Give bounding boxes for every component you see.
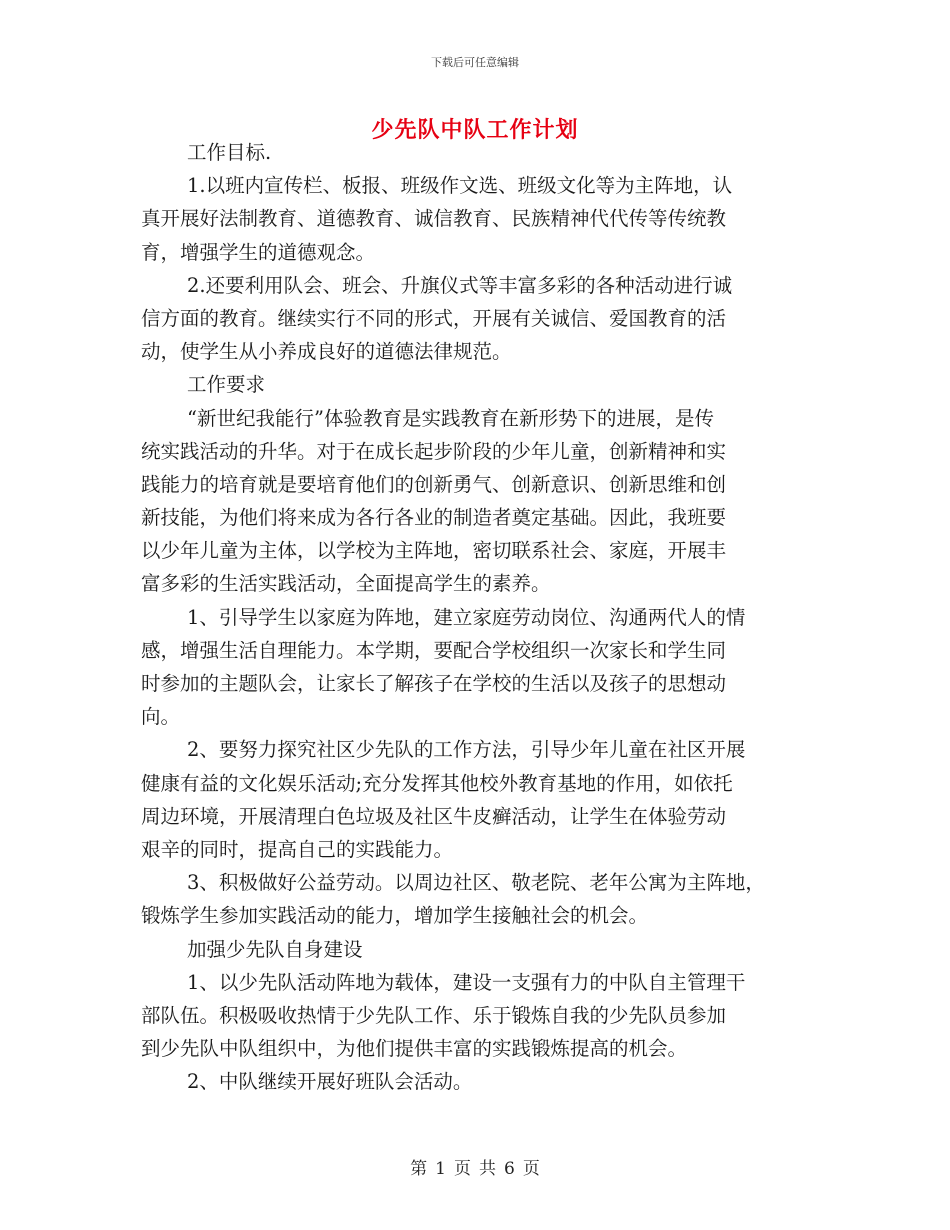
body-line: 3、积极做好公益劳动。以周边社区、敬老院、老年公寓为主阵地， (187, 871, 765, 895)
body-line: 信方面的教育。继续实行不同的形式，开展有关诚信、爱国教育的活 (141, 306, 727, 330)
document-body (141, 136, 813, 1098)
body-line: 育，增强学生的道德观念。 (141, 240, 376, 264)
footer-prefix: 第 (410, 1159, 428, 1179)
body-line: 向。 (141, 705, 181, 729)
body-line: 到少先队中队组织中，为他们提供丰富的实践锻炼提高的机会。 (141, 1037, 688, 1061)
body-line: 1、引导学生以家庭为阵地，建立家庭劳动岗位、沟通两代人的情 (187, 605, 746, 629)
body-line: 部队伍。积极吸收热情于少先队工作、乐于锻炼自我的少先队员参加 (141, 1003, 727, 1027)
body-line: 新技能，为他们将来成为各行各业的制造者奠定基础。因此，我班要 (141, 506, 727, 530)
footer-current-page: 1 (435, 1159, 446, 1179)
body-line: 工作目标. (187, 141, 272, 164)
page-footer (0, 1154, 950, 1179)
footer-page-word: 页 (454, 1159, 471, 1179)
document-title: 少先队中队工作计划 (371, 117, 579, 143)
footer-total-word: 共 (479, 1159, 496, 1179)
body-line: 统实践活动的升华。对于在成长起步阶段的少年儿童，创新精神和实 (141, 439, 727, 463)
body-line: 锻炼学生参加实践活动的能力，增加学生接触社会的机会。 (141, 904, 649, 928)
header-note: 下载后可任意编辑 (431, 56, 519, 69)
body-line: 2、中队继续开展好班队会活动。 (187, 1070, 473, 1094)
body-line: 1、以少先队活动阵地为载体，建设一支强有力的中队自主管理干 (187, 970, 746, 994)
body-line: 健康有益的文化娱乐活动;充分发挥其他校外教育基地的作用，如依托 (141, 771, 733, 795)
body-line: 动，使学生从小养成良好的道德法律规范。 (141, 340, 512, 364)
body-line: 时参加的主题队会，让家长了解孩子在学校的生活以及孩子的思想动 (141, 672, 727, 695)
body-line: 加强少先队自身建设 (187, 937, 363, 961)
body-line: 2、要努力探究社区少先队的工作方法，引导少年儿童在社区开展 (187, 738, 746, 762)
body-line: 真开展好法制教育、道德教育、诚信教育、民族精神代代传等传统教 (141, 207, 727, 231)
body-line: 富多彩的生活实践活动，全面提高学生的素养。 (141, 572, 551, 596)
footer-suffix: 页 (522, 1159, 540, 1179)
body-line: 2.还要利用队会、班会、升旗仪式等丰富多彩的各种活动进行诚 (187, 273, 733, 297)
footer-total-pages: 6 (504, 1159, 515, 1179)
body-line: 践能力的培育就是要培育他们的创新勇气、创新意识、创新思维和创 (141, 472, 727, 496)
body-line: “新世纪我能行”体验教育是实践教育在新形势下的进展，是传 (187, 406, 714, 430)
body-line: 艰辛的同时，提高自己的实践能力。 (141, 837, 454, 861)
body-line: 1.以班内宣传栏、板报、班级作文选、班级文化等为主阵地，认 (187, 174, 733, 198)
body-line: 工作要求 (187, 373, 266, 397)
body-line: 以少年儿童为主体，以学校为主阵地，密切联系社会、家庭，开展丰 (141, 539, 727, 563)
body-line: 感，增强生活自理能力。本学期，要配合学校组织一次家长和学生同 (141, 638, 727, 662)
body-line: 周边环境，开展清理白色垃圾及社区牛皮癣活动，让学生在体验劳动 (141, 804, 727, 828)
